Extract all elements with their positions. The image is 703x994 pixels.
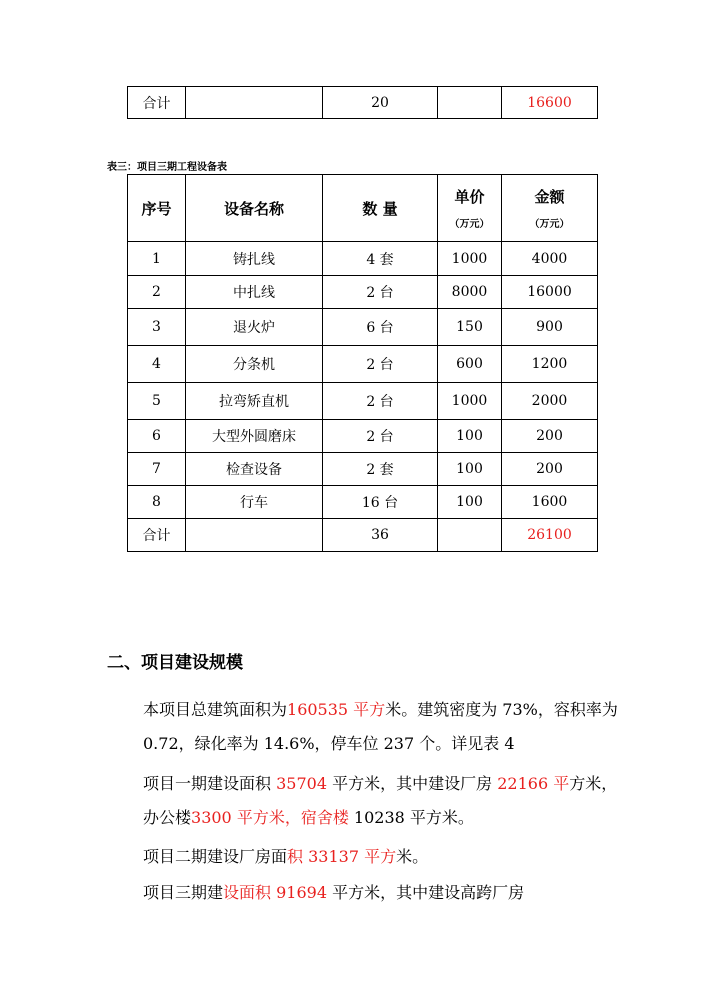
- paragraph-phase3: [107, 876, 633, 910]
- row-name: 拉弯矫直机: [186, 383, 323, 420]
- previous-table-total: [127, 86, 598, 119]
- header-price-label: 单价: [454, 188, 485, 206]
- row-amount: 200: [502, 420, 598, 453]
- total-amount: 16600: [502, 87, 598, 119]
- row-name: 检查设备: [186, 453, 323, 486]
- table-row: [128, 87, 598, 119]
- total-amount: 26100: [502, 519, 598, 552]
- section-heading: 二、项目建设规模: [107, 653, 243, 673]
- row-price: 1000: [438, 383, 502, 420]
- text-span: 平方米。: [409, 808, 474, 827]
- text-span: 方米，办公楼: [143, 774, 618, 827]
- row-qty: 6 台: [323, 309, 438, 346]
- row-amount: 2000: [502, 383, 598, 420]
- row-no: 3: [128, 309, 186, 346]
- row-name: 分条机: [186, 346, 323, 383]
- table-caption: 表三：项目三期工程设备表: [107, 162, 227, 173]
- highlight-span: 22166 平: [497, 774, 570, 793]
- row-price: 100: [438, 420, 502, 453]
- text-span: 项目一期建设面积: [143, 774, 272, 793]
- paragraph-phase2: [107, 840, 633, 874]
- header-amount: [502, 175, 598, 242]
- highlight-span: 设面积 91694: [223, 883, 328, 902]
- row-price: 1000: [438, 242, 502, 276]
- row-no: 6: [128, 420, 186, 453]
- paragraph-phase1: [107, 767, 633, 835]
- total-qty: 36: [323, 519, 438, 552]
- row-no: 1: [128, 242, 186, 276]
- row-name: 行车: [186, 486, 323, 519]
- table-row: [128, 383, 598, 420]
- header-amount-label: 金额: [534, 188, 565, 206]
- row-qty: 2 套: [323, 453, 438, 486]
- row-name: 退火炉: [186, 309, 323, 346]
- header-name: 设备名称: [186, 175, 323, 242]
- highlight-span: 160535 平方: [287, 700, 386, 719]
- table-row: [128, 346, 598, 383]
- row-no: 2: [128, 276, 186, 309]
- empty-cell: [186, 519, 323, 552]
- header-amount-unit: （万元）: [529, 219, 570, 230]
- text-span: 项目二期建设厂房面: [143, 847, 288, 866]
- row-qty: 2 台: [323, 420, 438, 453]
- header-price-unit: （万元）: [449, 219, 490, 230]
- header-no: 序号: [128, 175, 186, 242]
- row-amount: 900: [502, 309, 598, 346]
- equipment-table: [127, 174, 598, 552]
- highlight-span: 积 33137 平方: [287, 847, 397, 866]
- row-name: 大型外圆磨床: [186, 420, 323, 453]
- row-no: 7: [128, 453, 186, 486]
- text-span: 平方米，其中建设厂房: [332, 774, 493, 793]
- table-row: [128, 453, 598, 486]
- table-row: [128, 276, 598, 309]
- row-no: 8: [128, 486, 186, 519]
- row-price: 8000: [438, 276, 502, 309]
- table-row: [128, 242, 598, 276]
- row-amount: 4000: [502, 242, 598, 276]
- row-qty: 2 台: [323, 276, 438, 309]
- row-qty: 2 台: [323, 346, 438, 383]
- table-total-row: [128, 519, 598, 552]
- row-name: 中扎线: [186, 276, 323, 309]
- row-price: 150: [438, 309, 502, 346]
- header-price: [438, 175, 502, 242]
- row-price: 600: [438, 346, 502, 383]
- empty-cell: [186, 87, 323, 119]
- empty-cell: [438, 87, 502, 119]
- total-label: 合计: [128, 519, 186, 552]
- highlight-span: 3300 平方米，宿舍楼: [191, 808, 349, 827]
- paragraph-total-area: [107, 693, 633, 761]
- row-qty: 16 台: [323, 486, 438, 519]
- total-qty: 20: [323, 87, 438, 119]
- header-qty: 数 量: [323, 175, 438, 242]
- table-row: [128, 309, 598, 346]
- row-qty: 4 套: [323, 242, 438, 276]
- row-amount: 16000: [502, 276, 598, 309]
- text-span: 米。建筑密度为 73%，容积率为 0.72，绿化率为 14.6%，停车位 237 个。详见表 4: [143, 700, 618, 753]
- highlight-span: 35704: [276, 774, 328, 793]
- total-label: 合计: [128, 87, 186, 119]
- table-row: [128, 486, 598, 519]
- empty-cell: [438, 519, 502, 552]
- text-span: 米。: [396, 847, 429, 866]
- text-span: 本项目总建筑面积为: [143, 700, 288, 719]
- row-price: 100: [438, 486, 502, 519]
- row-amount: 1600: [502, 486, 598, 519]
- row-amount: 200: [502, 453, 598, 486]
- table-header-row: [128, 175, 598, 242]
- text-span: 项目三期建: [143, 883, 224, 902]
- row-amount: 1200: [502, 346, 598, 383]
- row-no: 4: [128, 346, 186, 383]
- row-no: 5: [128, 383, 186, 420]
- row-price: 100: [438, 453, 502, 486]
- text-span: 10238: [353, 808, 405, 827]
- text-span: 平方米，其中建设高跨厂房: [332, 883, 525, 902]
- table-row: [128, 420, 598, 453]
- row-name: 铸扎线: [186, 242, 323, 276]
- row-qty: 2 台: [323, 383, 438, 420]
